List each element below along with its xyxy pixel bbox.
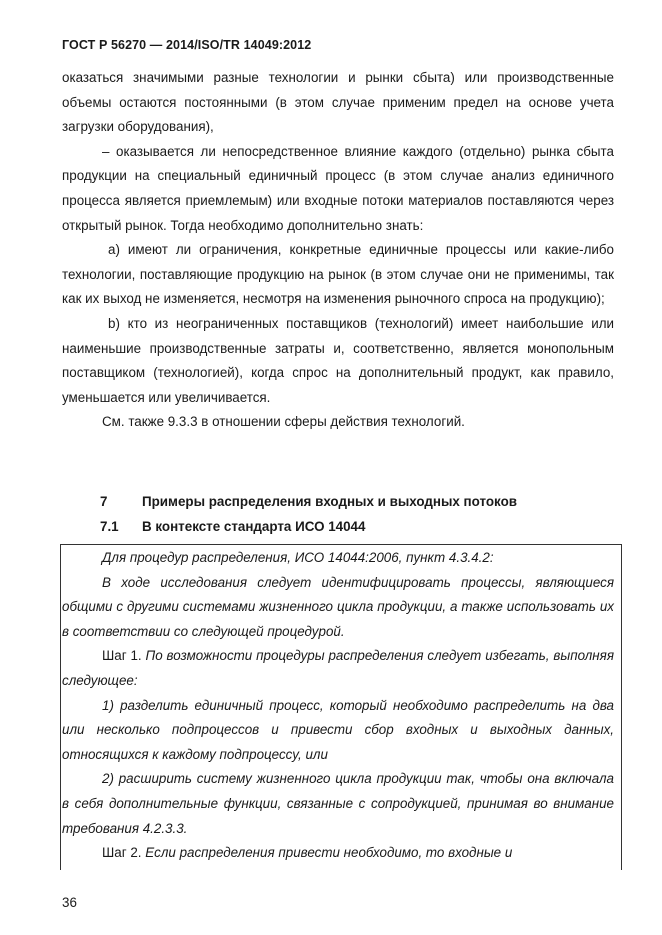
- quote-item-2: 2) расширить систему жизненного цикла продукции так, чтобы она включала в себя дополнительные функции, связанные с сопродукцией, принимая во внимание требования 4.2.3.3.: [62, 771, 614, 836]
- quote-step-1: [62, 644, 614, 693]
- quote-step-2: [62, 841, 614, 866]
- step-text: Если распределения привести необходимо, то входные и: [145, 845, 513, 861]
- paragraph-item-a: a) имеют ли ограничения, конкретные единичные процессы или какие-либо технологии, поставляющие продукцию на рынок (в этом случае они не применимы, так как их выход не изменяется, несмотря на изменения рыночного спроса на продукцию);: [62, 242, 614, 307]
- quote-box-text: [62, 546, 614, 866]
- step-label: Шаг 1.: [102, 648, 142, 664]
- section-heading-7: [100, 494, 517, 509]
- quote-paragraph: В ходе исследования следует идентифицировать процессы, являющиеся общими с другими системами жизненного цикла продукции, а также использовать их в соответствии со следующей процедурой.: [62, 574, 614, 639]
- paragraph: оказаться значимыми разные технологии и рынки сбыта) или производственные объемы остаются постоянными (в этом случае применим предел на основе учета загрузки оборудования),: [62, 70, 614, 135]
- quote-item-1: 1) разделить единичный процесс, который необходимо распределить на два или несколько подпроцессов и привести сбор входных и выходных данных, относящихся к каждому подпроцессу, или: [62, 697, 614, 762]
- step-text: По возможности процедуры распределения следует избегать, выполняя следующее:: [62, 648, 614, 688]
- section-number: 7: [100, 494, 108, 509]
- quote-intro: Для процедур распределения, ИСО 14044:2006, пункт 4.3.4.2:: [102, 550, 494, 565]
- section-number: 7.1: [100, 519, 119, 534]
- paragraph-dash-item: – оказывается ли непосредственное влияние каждого (отдельно) рынка сбыта продукции на специальный единичный процесс (в этом случае анализ единичного процесса является приемлемым) или входные потоки материалов поставляются через открытый рынок. Тогда необходимо дополнительно знать:: [62, 143, 614, 233]
- body-text: [62, 66, 614, 435]
- document-header: ГОСТ Р 56270 — 2014/ISO/TR 14049:2012: [62, 38, 312, 52]
- paragraph-item-b: b) кто из неограниченных поставщиков (технологий) имеет наибольшие или наименьшие производственные затраты и, соответственно, является монопольным поставщиком (технологией), когда спрос на дополнительный продукт, как правило, уменьшается или увеличивается.: [62, 315, 614, 405]
- paragraph-see-also: См. также 9.3.3 в отношении сферы действия технологий.: [102, 414, 465, 430]
- section-title: В контексте стандарта ИСО 14044: [142, 519, 366, 534]
- step-label: Шаг 2.: [102, 845, 142, 861]
- page-number: 36: [62, 895, 77, 910]
- section-title: Примеры распределения входных и выходных потоков: [142, 494, 517, 509]
- section-heading-7-1: [100, 519, 365, 534]
